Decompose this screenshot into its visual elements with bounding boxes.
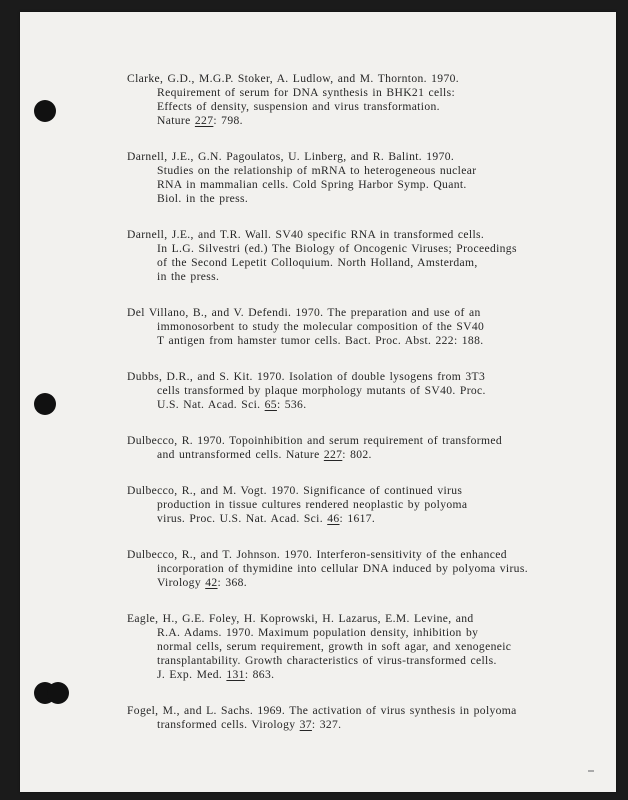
volume-number: 131 [226,668,245,681]
reference-text: of the Second Lepetit Colloquium. North Holland, Amsterdam, [157,256,478,269]
reference-continuation-line [127,718,607,732]
reference-text: Dulbecco, R., and M. Vogt. 1970. Significance of continued virus [127,484,463,497]
reference-text: RNA in mammalian cells. Cold Spring Harbor Symp. Quant. [157,178,467,191]
reference-entry [127,150,607,206]
reference-continuation-line [127,640,607,654]
reference-text: R.A. Adams. 1970. Maximum population density, inhibition by [157,626,479,639]
reference-entry [127,228,607,284]
reference-first-line [127,484,607,498]
reference-text: Requirement of serum for DNA synthesis in BHK21 cells: [157,86,456,99]
reference-continuation-line [127,320,607,334]
volume-number: 46 [327,512,340,525]
reference-first-line [127,228,607,242]
reference-entry [127,484,607,526]
reference-entry [127,370,607,412]
reference-entry [127,306,607,348]
reference-text: in the press. [157,270,220,283]
reference-first-line [127,612,607,626]
reference-entry [127,72,607,128]
reference-continuation-line [127,562,607,576]
reference-text: transformed cells. Virology [157,718,300,731]
reference-first-line [127,704,607,718]
document-page [20,12,616,792]
reference-first-line [127,548,607,562]
punch-hole [47,682,69,704]
reference-text: normal cells, serum requirement, growth in soft agar, and xenogeneic [157,640,512,653]
reference-text: Dulbecco, R., and T. Johnson. 1970. Interferon-sensitivity of the enhanced [127,548,507,561]
volume-number: 227 [194,114,214,127]
reference-text: : 536. [276,398,307,411]
reference-text: T antigen from hamster tumor cells. Bact. Proc. Abst. 222: 188. [157,334,484,347]
reference-entry [127,704,607,732]
reference-continuation-line [127,398,607,412]
reference-continuation-line [127,100,607,114]
reference-text: : 327. [311,718,342,731]
volume-number: 42 [205,576,218,589]
reference-text: Biol. in the press. [157,192,249,205]
reference-text: virus. Proc. U.S. Nat. Acad. Sci. [157,512,328,525]
volume-number: 37 [299,718,312,731]
reference-continuation-line [127,86,607,100]
reference-continuation-line [127,512,607,526]
reference-continuation-line [127,334,607,348]
reference-text: Dubbs, D.R., and S. Kit. 1970. Isolation of double lysogens from 3T3 [127,370,486,383]
reference-continuation-line [127,114,607,128]
reference-text: Virology [157,576,206,589]
reference-first-line [127,370,607,384]
punch-hole [34,100,56,122]
reference-entry [127,434,607,462]
reference-text: Nature [157,114,195,127]
volume-number: 227 [323,448,343,461]
reference-text: J. Exp. Med. [157,668,227,681]
reference-text: transplantability. Growth characteristics of virus-transformed cells. [157,654,497,667]
reference-text: incorporation of thymidine into cellular DNA induced by polyoma virus. [157,562,528,575]
reference-text: and untransformed cells. Nature [157,448,324,461]
reference-continuation-line [127,270,607,284]
reference-text: Darnell, J.E., G.N. Pagoulatos, U. Linberg, and R. Balint. 1970. [127,150,455,163]
reference-first-line [127,306,607,320]
reference-continuation-line [127,668,607,682]
reference-continuation-line [127,164,607,178]
corner-mark [588,770,594,772]
reference-text: In L.G. Silvestri (ed.) The Biology of Oncogenic Viruses; Proceedings [157,242,517,255]
reference-continuation-line [127,242,607,256]
reference-text: : 863. [244,668,275,681]
reference-continuation-line [127,384,607,398]
reference-text: : 798. [213,114,243,127]
reference-first-line [127,150,607,164]
reference-text: Darnell, J.E., and T.R. Wall. SV40 specific RNA in transformed cells. [127,228,485,241]
reference-continuation-line [127,654,607,668]
volume-number: 65 [264,398,277,411]
reference-continuation-line [127,448,607,462]
reference-text: Effects of density, suspension and virus transformation. [157,100,440,113]
reference-continuation-line [127,192,607,206]
reference-entry [127,548,607,590]
reference-text: Studies on the relationship of mRNA to heterogeneous nuclear [157,164,477,177]
reference-text: Fogel, M., and L. Sachs. 1969. The activation of virus synthesis in polyoma [127,704,517,717]
reference-text: production in tissue cultures rendered neoplastic by polyoma [157,498,468,511]
reference-continuation-line [127,178,607,192]
reference-list [127,72,607,732]
reference-text: Dulbecco, R. 1970. Topoinhibition and serum requirement of transformed [127,434,503,447]
reference-text: Del Villano, B., and V. Defendi. 1970. The preparation and use of an [127,306,481,319]
reference-continuation-line [127,498,607,512]
punch-hole [34,393,56,415]
reference-text: : 1617. [339,512,376,525]
reference-first-line [127,72,607,86]
reference-text: Eagle, H., G.E. Foley, H. Koprowski, H. Lazarus, E.M. Levine, and [127,612,474,625]
reference-text: cells transformed by plaque morphology mutants of SV40. Proc. [157,384,486,397]
reference-first-line [127,434,607,448]
reference-text: U.S. Nat. Acad. Sci. [157,398,265,411]
reference-continuation-line [127,576,607,590]
reference-text: Clarke, G.D., M.G.P. Stoker, A. Ludlow, and M. Thornton. 1970. [127,72,459,85]
reference-text: : 368. [217,576,248,589]
reference-text: immonosorbent to study the molecular composition of the SV40 [157,320,485,333]
reference-text: : 802. [342,448,372,461]
reference-continuation-line [127,256,607,270]
reference-continuation-line [127,626,607,640]
reference-entry [127,612,607,682]
